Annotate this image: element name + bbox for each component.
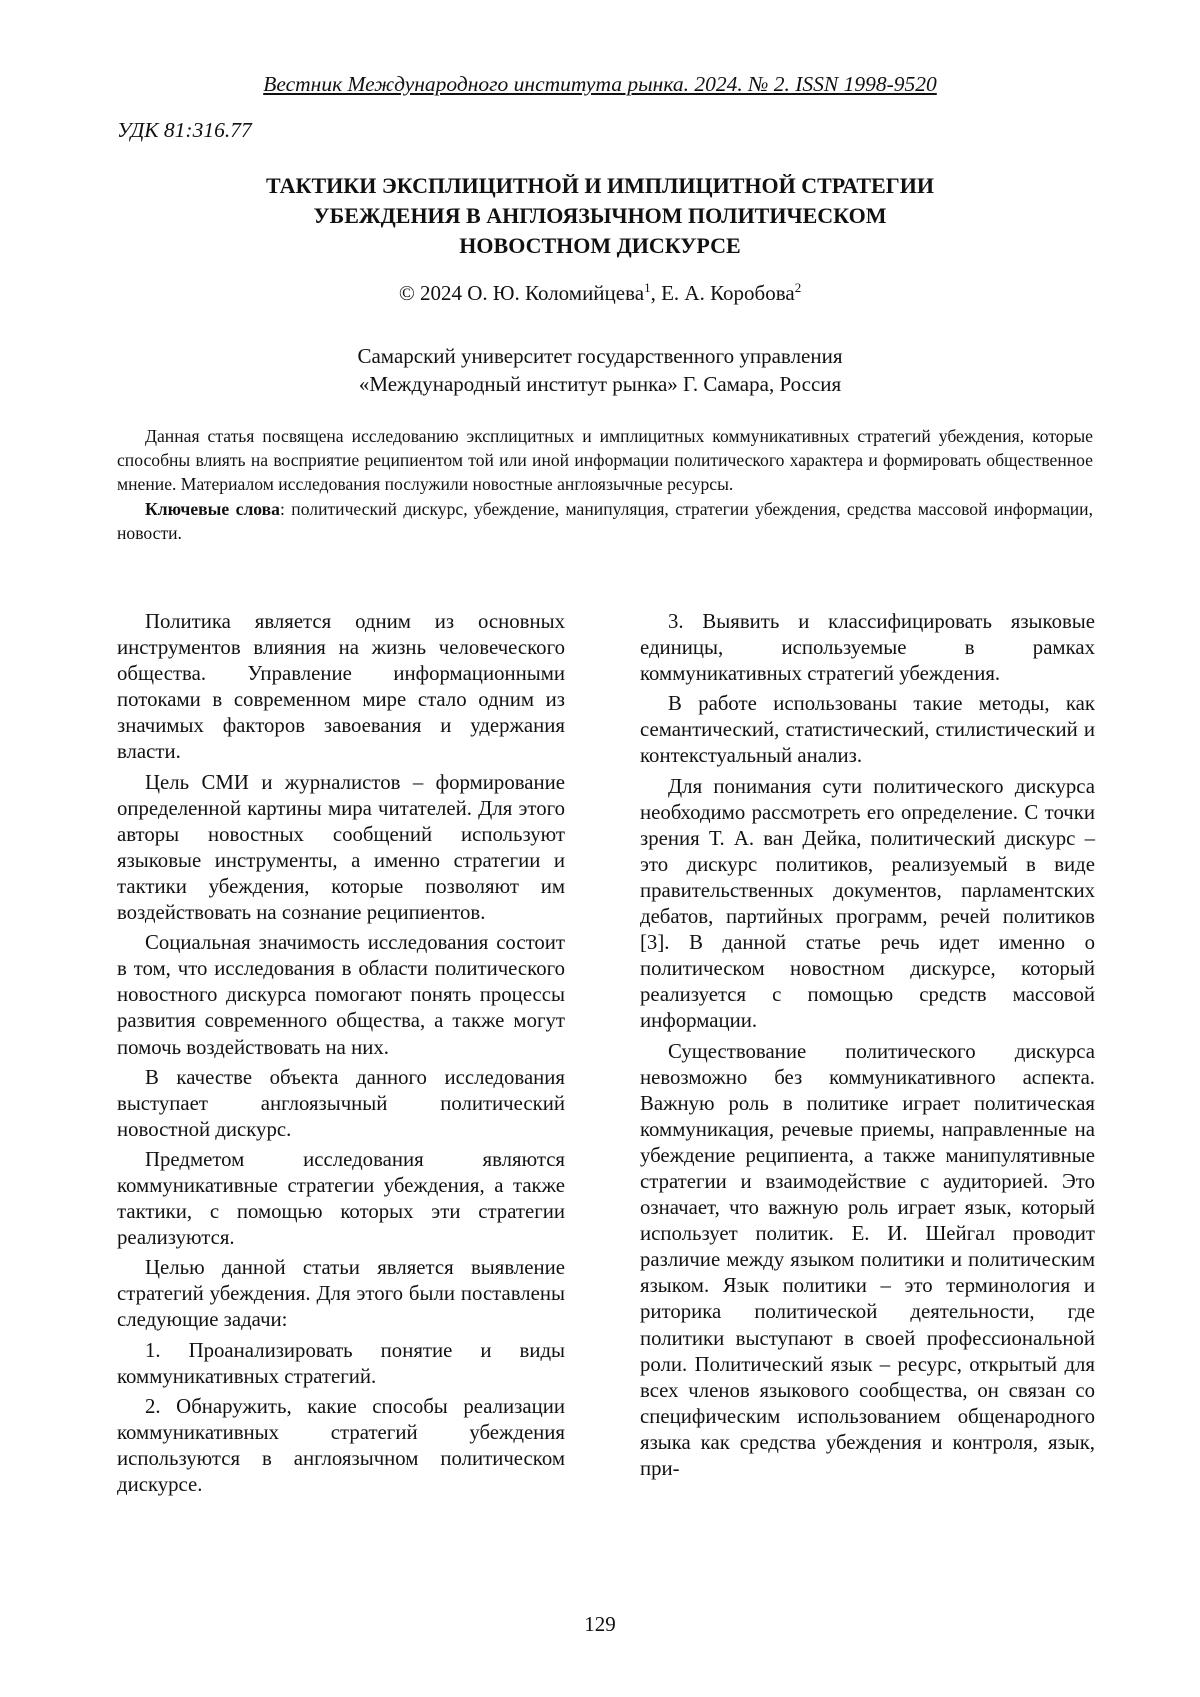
authors-middle: , Е. А. Коробова xyxy=(650,281,795,305)
right-column xyxy=(640,609,1095,1486)
body-paragraph: Предметом исследования являются коммуникативные стратегии убеждения, а также тактики, с помощью которых эти стратегии реализуются. xyxy=(117,1147,565,1250)
left-column xyxy=(117,609,565,1502)
body-paragraph: Социальная значимость исследования состоит в том, что исследования в области политического новостного дискурса помогают понять процессы развития современного общества, а также могут помочь воздействовать на них. xyxy=(117,931,565,1059)
body-paragraph: 1. Проанализировать понятие и виды коммуникативных стратегий. xyxy=(117,1338,565,1388)
author1-superscript: 1 xyxy=(644,280,651,295)
article-title xyxy=(150,171,1050,261)
title-line: ТАКТИКИ ЭКСПЛИЦИТНОЙ И ИМПЛИЦИТНОЙ СТРАТЕГИИ xyxy=(266,173,934,198)
authors-prefix: © 2024 О. Ю. Коломийцева xyxy=(398,281,645,305)
journal-header xyxy=(0,72,1200,97)
keywords-text: : политический дискурс, убеждение, манипуляция, стратегии убеждения, средства массовой информации, новости. xyxy=(117,498,1093,543)
body-paragraph: Для понимания сути политического дискурса необходимо рассмотреть его определение. С точки зрения Т. А. ван Дейка, политический дискурс – это дискурс политиков, реализуемый в виде правительственных документов, парламентских дебатов, партийных программ, речей политиков [3]. В данной статье речь идет именно о политическом новостном дискурсе, который реализуется с помощью средств массовой информации. xyxy=(640,774,1095,1033)
title-line: УБЕЖДЕНИЯ В АНГЛОЯЗЫЧНОМ ПОЛИТИЧЕСКОМ xyxy=(313,203,887,228)
abstract-text: Данная статья посвящена исследованию эксплицитных и имплицитных коммуникативных стратегий убеждения, которые способны влиять на восприятие реципиентом той или иной информации политического характера и формировать общественное мнение. Материалом исследования послужили новостные англоязычные ресурсы. xyxy=(117,426,1093,495)
body-paragraph: Целью данной статьи является выявление стратегий убеждения. Для этого были поставлены следующие задачи: xyxy=(117,1256,565,1332)
journal-header-text: Вестник Международного института рынка. 2024. № 2. ISSN 1998-9520 xyxy=(263,72,937,96)
author2-superscript: 2 xyxy=(794,280,802,295)
authors-line xyxy=(0,280,1200,306)
body-paragraph: Политика является одним из основных инструментов влияния на жизнь человеческого общества. Управление информационными потоками в современном мире стало одним из значимых факторов завоевания и удержания власти. xyxy=(117,610,565,764)
keywords-paragraph xyxy=(117,497,1093,545)
affiliation-line: «Международный институт рынка» Г. Самара, Россия xyxy=(358,372,842,396)
keywords-label: Ключевые слова xyxy=(145,498,280,519)
affiliation xyxy=(0,342,1200,398)
title-line: НОВОСТНОМ ДИСКУРСЕ xyxy=(459,233,741,258)
udk-code: УДК 81:316.77 xyxy=(117,118,252,142)
abstract-block xyxy=(117,424,1093,545)
body-paragraph: В работе использованы такие методы, как семантический, статистический, стилистический и контекстуальный анализ. xyxy=(640,692,1095,768)
body-paragraph: В качестве объекта данного исследования выступает англоязычный политический новостной дискурс. xyxy=(117,1065,565,1141)
affiliation-line: Самарский университет государственного управления xyxy=(357,344,843,368)
body-paragraph: 3. Выявить и классифицировать языковые единицы, используемые в рамках коммуникативных стратегий убеждения. xyxy=(640,610,1095,686)
body-paragraph: Цель СМИ и журналистов – формирование определенной картины мира читателей. Для этого авторы новостных сообщений используют языковые инструменты, а именно стратегии и тактики убеждения, которые позволяют им воздействовать на сознание реципиентов. xyxy=(117,770,565,925)
page-number: 129 xyxy=(584,1612,616,1636)
body-paragraph: 2. Обнаружить, какие способы реализации коммуникативных стратегий убеждения используются в англоязычном политическом дискурсе. xyxy=(117,1394,565,1496)
body-paragraph: Существование политического дискурса невозможно без коммуникативного аспекта. Важную роль в политике играет политическая коммуникация, речевые приемы, направленные на убеждение реципиента, а также манипулятивные стратегии и взаимодействие с аудиторией. Это означает, что важную роль играет язык, который использует политик. Е. И. Шейгал проводит различие между языком политики и политическим языком. Язык политики – это терминология и риторика политической деятельности, где политики выступают в своей профессиональной роли. Политический язык – ресурс, открытый для всех членов языкового сообщества, он связан со специфическим использованием общенародного языка как средства убеждения и контроля, язык, при- xyxy=(640,1039,1095,1480)
